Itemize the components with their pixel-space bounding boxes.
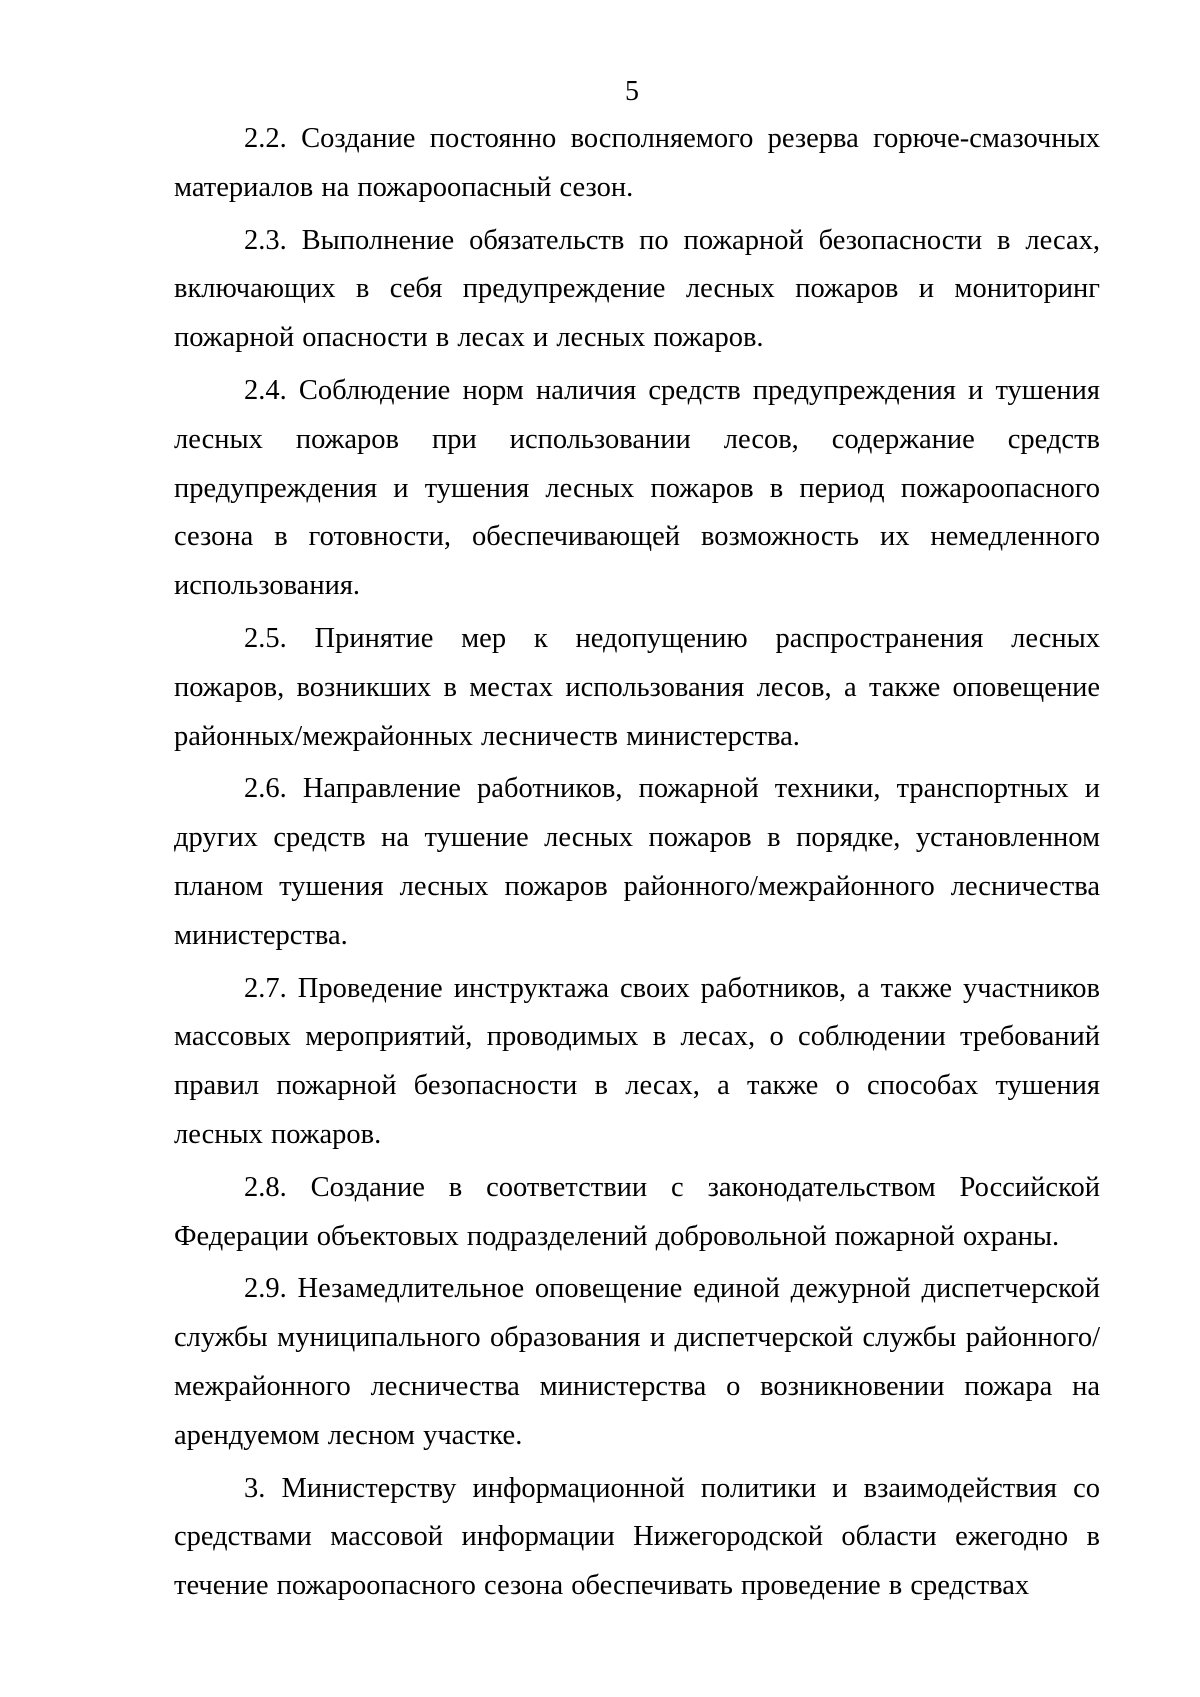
paragraph-text: Выполнение обязательств по пожарной безопасности в лесах, включающих в себя предупреждение лесных пожаров и мониторинг пожарной опасности в лесах и лесных пожаров. bbox=[174, 224, 1100, 354]
paragraph-2-5 bbox=[174, 615, 1100, 761]
paragraph-number: 2.2. bbox=[244, 123, 287, 154]
paragraph-text: Создание в соответствии с законодательством Российской Федерации объектовых подразделений добровольной пожарной охраны. bbox=[174, 1171, 1100, 1252]
paragraph-number: 2.9. bbox=[244, 1273, 287, 1305]
paragraph-number: 2.4. bbox=[244, 374, 287, 406]
document-body bbox=[174, 115, 1100, 1615]
paragraph-2-4 bbox=[174, 367, 1100, 611]
paragraph-2-3 bbox=[174, 217, 1100, 363]
paragraph-text: Проведение инструктажа своих работников, а также участников массовых мероприятий, проводимых в лесах, о соблюдении требований правил пожарной безопасности в лесах, а также о способах тушения лесных пожаров. bbox=[174, 972, 1100, 1150]
paragraph-2-9 bbox=[174, 1265, 1100, 1460]
paragraph-2-7 bbox=[174, 965, 1100, 1160]
paragraph-2-8 bbox=[174, 1164, 1100, 1262]
paragraph-number: 3. bbox=[244, 1472, 266, 1504]
paragraph-text: Направление работников, пожарной техники, транспортных и других средств на тушение лесных пожаров в порядке, установленном планом тушения лесных пожаров районного/межрайонного лесничества министерства. bbox=[174, 773, 1101, 951]
paragraph-3 bbox=[174, 1465, 1100, 1611]
paragraph-text: Создание постоянно восполняемого резерва горюче-смазочных материалов на пожароопасный сезон. bbox=[174, 123, 1101, 203]
paragraph-text: Принятие мер к недопущению распространения лесных пожаров, возникших в местах использования лесов, а также оповещение районных/межрайонных лесничеств министерства. bbox=[174, 622, 1101, 752]
paragraph-text: Министерству информационной политики и взаимодействия со средствами массовой информации Нижегородской области ежегодно в течение пожароопасного сезона обеспечивать проведение в средствах bbox=[174, 1472, 1100, 1602]
paragraph-number: 2.5. bbox=[244, 622, 287, 654]
paragraph-2-2 bbox=[174, 115, 1100, 213]
paragraph-number: 2.6. bbox=[244, 773, 287, 805]
paragraph-text: Соблюдение норм наличия средств предупреждения и тушения лесных пожаров при использовании лесов, содержание средств предупреждения и тушения лесных пожаров в период пожароопасного сезона в готовности, обеспечивающей возможность их немедленного использования. bbox=[174, 374, 1100, 602]
paragraph-text: Незамедлительное оповещение единой дежурной диспетчерской службы муниципального образования и диспетчерской службы районного/межрайонного лесничества министерства о возникновении пожара на арендуемом лесном участке. bbox=[174, 1273, 1101, 1451]
page-number: 5 bbox=[625, 76, 639, 107]
paragraph-number: 2.8. bbox=[244, 1171, 287, 1203]
paragraph-2-6 bbox=[174, 765, 1100, 960]
paragraph-number: 2.3. bbox=[244, 224, 287, 256]
paragraph-number: 2.7. bbox=[244, 972, 287, 1004]
